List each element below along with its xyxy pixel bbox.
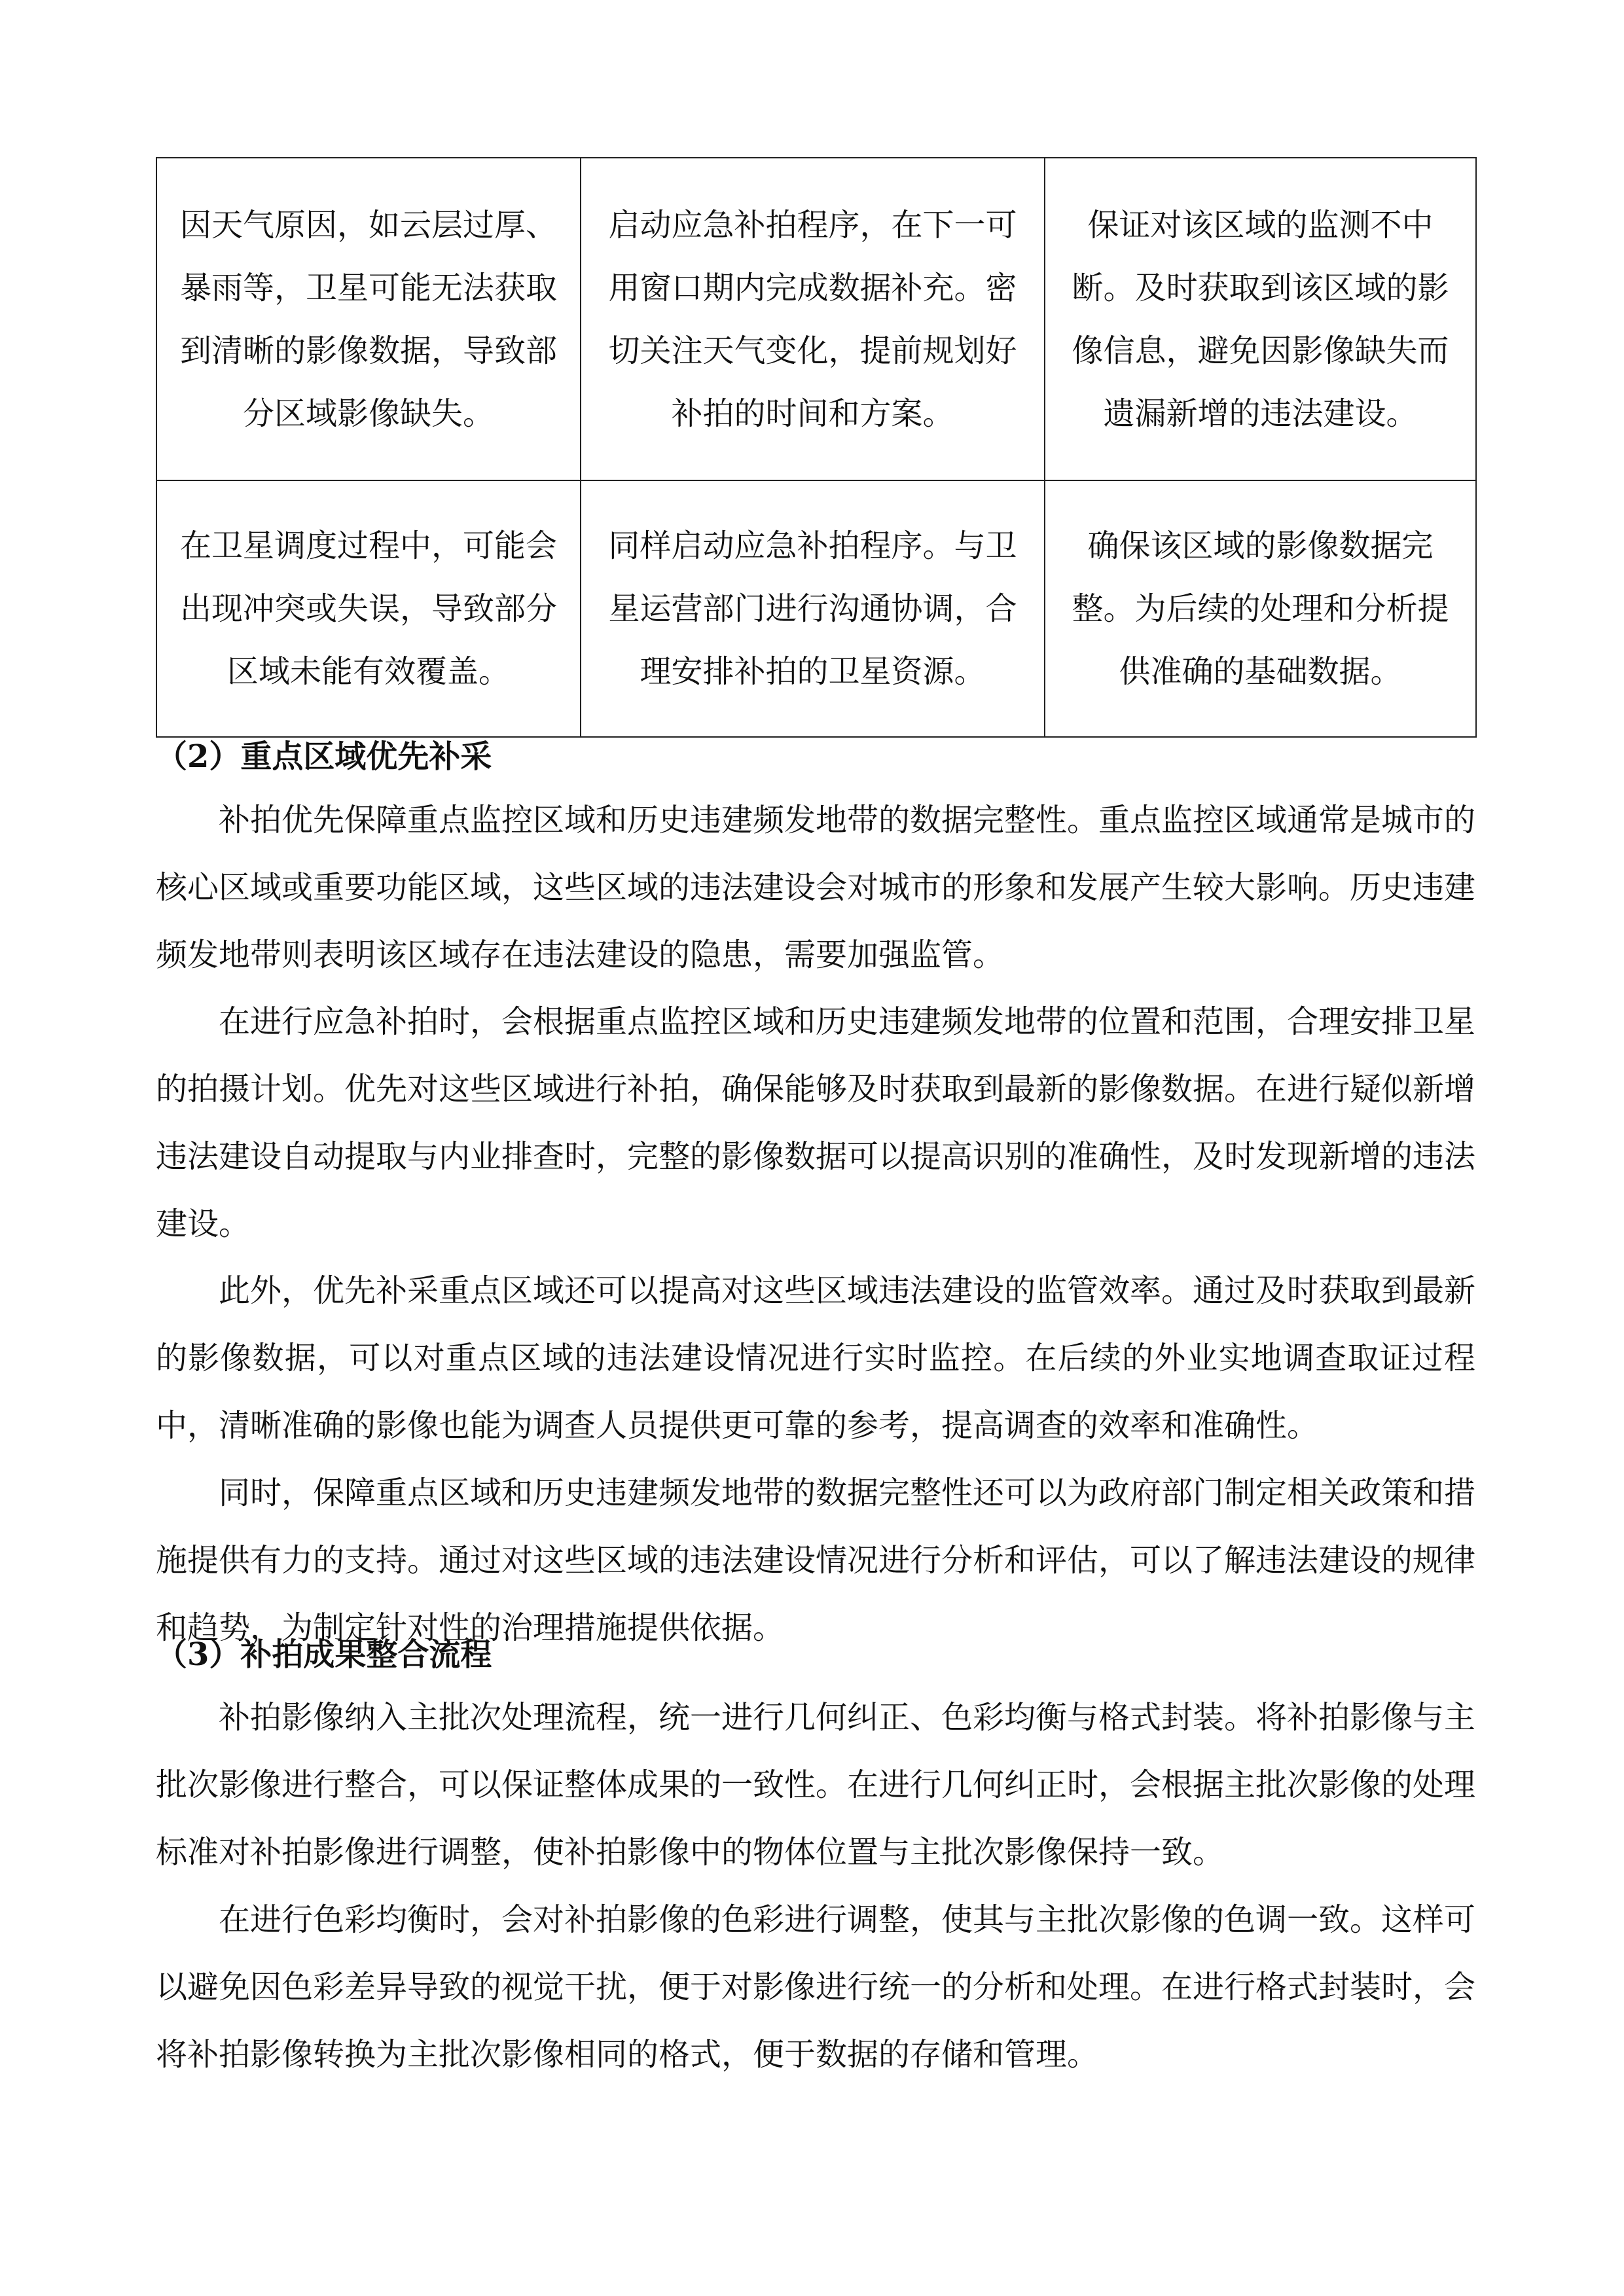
issue-measure-table [156,157,1477,738]
paragraph: 此外，优先补采重点区域还可以提高对这些区域违法建设的监管效率。通过及时获取到最新的影像数据，可以对重点区域的违法建设情况进行实时监控。在后续的外业实地调查取证过程中，清晰准确的影像也能为调查人员提供更可靠的参考，提高调查的效率和准确性。 [156,1272,1476,1444]
table-cell-cause: 在卫星调度过程中，可能会出现冲突或失误，导致部分区域未能有效覆盖。 [156,480,581,737]
paragraph: 补拍优先保障重点监控区域和历史违建频发地带的数据完整性。重点监控区域通常是城市的核心区域或重要功能区域，这些区域的违法建设会对城市的形象和发展产生较大影响。历史违建频发地带则表明该区域存在违法建设的隐患，需要加强监管。 [156,802,1476,973]
paragraph: 补拍影像纳入主批次处理流程，统一进行几何纠正、色彩均衡与格式封装。将补拍影像与主批次影像进行整合，可以保证整体成果的一致性。在进行几何纠正时，会根据主批次影像的处理标准对补拍影像进行调整，使补拍影像中的物体位置与主批次影像保持一致。 [156,1699,1476,1871]
table-row [156,480,1476,737]
paragraph: 同时，保障重点区域和历史违建频发地带的数据完整性还可以为政府部门制定相关政策和措施提供有力的支持。通过对这些区域的违法建设情况进行分析和评估，可以了解违法建设的规律和趋势，为制定针对性的治理措施提供依据。 [156,1475,1476,1646]
section-heading-2: （2）重点区域优先补采 [156,738,492,775]
table-cell-effect: 确保该区域的影像数据完整。为后续的处理和分析提供准确的基础数据。 [1045,480,1476,737]
table-cell-cause: 因天气原因，如云层过厚、暴雨等，卫星可能无法获取到清晰的影像数据，导致部分区域影像缺失。 [156,158,581,480]
table-cell-effect: 保证对该区域的监测不中断。及时获取到该区域的影像信息，避免因影像缺失而遗漏新增的违法建设。 [1045,158,1476,480]
paragraph: 在进行色彩均衡时，会对补拍影像的色彩进行调整，使其与主批次影像的色调一致。这样可以避免因色彩差异导致的视觉干扰，便于对影像进行统一的分析和处理。在进行格式封装时，会将补拍影像转换为主批次影像相同的格式，便于数据的存储和管理。 [156,1901,1476,2073]
paragraph: 在进行应急补拍时，会根据重点监控区域和历史违建频发地带的位置和范围，合理安排卫星的拍摄计划。优先对这些区域进行补拍，确保能够及时获取到最新的影像数据。在进行疑似新增违法建设自动提取与内业排查时，完整的影像数据可以提高识别的准确性，及时发现新增的违法建设。 [156,1003,1476,1242]
table-row [156,158,1476,480]
table-cell-measure: 启动应急补拍程序，在下一可用窗口期内完成数据补充。密切关注天气变化，提前规划好补拍的时间和方案。 [581,158,1045,480]
section-heading-3: （3）补拍成果整合流程 [156,1636,492,1673]
table-cell-measure: 同样启动应急补拍程序。与卫星运营部门进行沟通协调，合理安排补拍的卫星资源。 [581,480,1045,737]
